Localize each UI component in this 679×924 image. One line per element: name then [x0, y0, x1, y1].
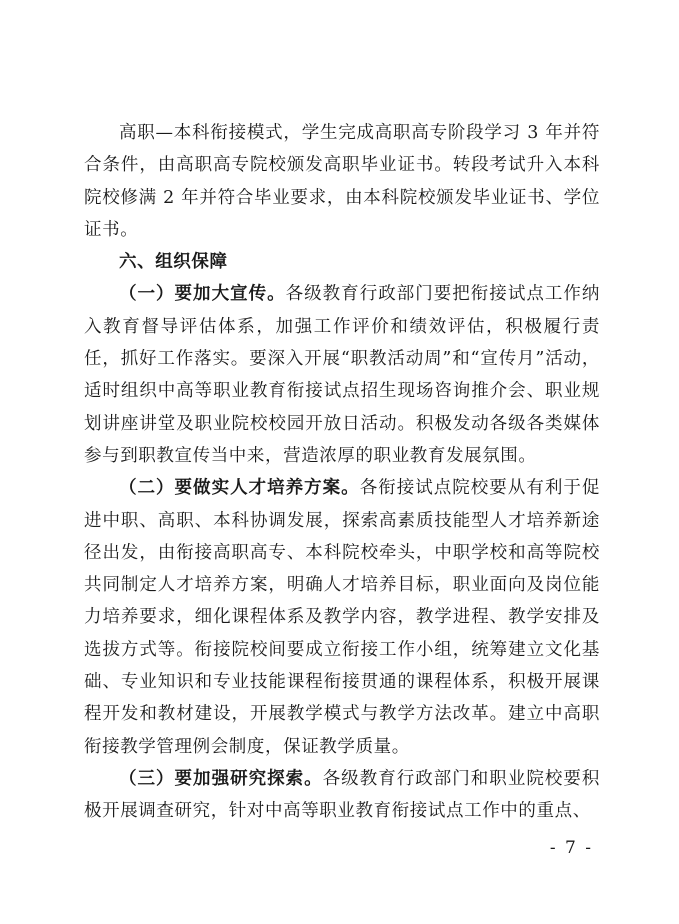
paragraph-publicity	[84, 278, 600, 472]
section-heading-organization: 六、组织保障	[119, 252, 228, 273]
paragraph-text: 各级教育行政部门和职业院校要积极开展调查研究，针对中高等职业教育衔接试点工作中的重点、	[84, 768, 600, 822]
paragraph-lead: （二）要做实人才培养方案。	[119, 478, 360, 499]
paragraph-lead: （三）要加强研究探索。	[119, 768, 323, 789]
paragraph-text: 各级教育行政部门要把衔接试点工作纳入教育督导评估体系，加强工作评价和绩效评估，积极履行责任，抓好工作落实。要深入开展“职教活动周”和“宣传月”活动，适时组织中高等职业教育衔接试点招生现场咨询推介会、职业规划讲座讲堂及职业院校校园开放日活动。积极发动各级各类媒体参与到职教宣传当中来，营造浓厚的职业教育发展氛围。	[84, 284, 600, 466]
document-body	[84, 117, 600, 828]
paragraph-bridging-model	[84, 117, 600, 246]
paragraph-research	[84, 763, 600, 828]
paragraph-lead: （一）要加大宣传。	[119, 284, 286, 305]
paragraph-training-plan	[84, 472, 600, 763]
paragraph-text: 高职—本科衔接模式，学生完成高职高专阶段学习 3 年并符合条件，由高职高专院校颁发高职毕业证书。转段考试升入本科院校修满 2 年并符合毕业要求，由本科院校颁发毕业证书、学位证书。	[84, 123, 600, 240]
paragraph-text: 各衔接试点院校要从有利于促进中职、高职、本科协调发展，探索高素质技能型人才培养新途径出发，由衔接高职高专、本科院校牵头，中职学校和高等院校共同制定人才培养方案，明确人才培养目标，职业面向及岗位能力培养要求，细化课程体系及教学内容，教学进程、教学安排及选拔方式等。衔接院校间要成立衔接工作小组，统筹建立文化基础、专业知识和专业技能课程衔接贯通的课程体系，积极开展课程开发和教材建设，开展教学模式与教学方法改革。建立中高职衔接教学管理例会制度，保证教学质量。	[84, 478, 600, 757]
page-number: - 7 -	[549, 838, 593, 858]
